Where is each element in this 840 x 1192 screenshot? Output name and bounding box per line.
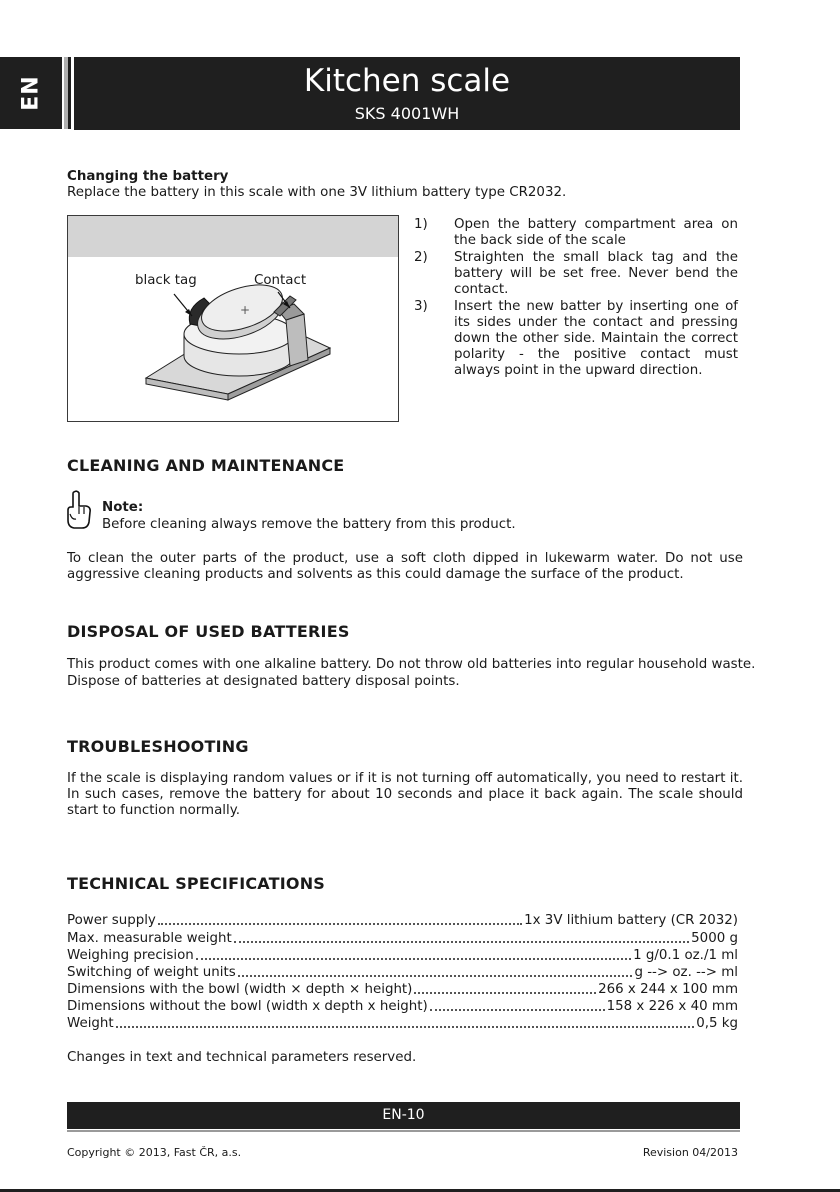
step-number: 3) — [414, 299, 428, 314]
figure-label-contact: Contact — [254, 273, 307, 288]
step-text: Open the battery compartment area on the back side of the scale — [454, 217, 738, 248]
spec-row — [67, 998, 738, 1015]
dot-leader — [196, 947, 631, 960]
disposal-heading: DISPOSAL OF USED BATTERIES — [67, 622, 350, 641]
spec-value: g --> oz. --> ml — [634, 965, 738, 980]
battery-heading: Changing the battery — [67, 169, 229, 184]
spec-row — [67, 1015, 738, 1032]
disposal-line-2: Dispose of batteries at designated battery disposal points. — [67, 674, 460, 689]
spec-row — [67, 964, 738, 981]
language-code: EN — [18, 75, 44, 111]
dot-leader — [238, 964, 633, 977]
pointing-hand-icon — [64, 490, 94, 530]
troubleshooting-heading: TROUBLESHOOTING — [67, 737, 249, 756]
spec-value: 1x 3V lithium battery (CR 2032) — [524, 913, 738, 928]
spec-value: 0,5 kg — [696, 1016, 738, 1031]
figure-label-black-tag: black tag — [135, 273, 197, 288]
spec-row — [67, 981, 738, 998]
step-text: Insert the new batter by inserting one of its sides under the contact and pressing down the other side. Maintain the correct polarity - the positive contact must always point in the upward direction. — [454, 299, 738, 378]
spec-value: 266 x 244 x 100 mm — [598, 982, 738, 997]
spec-label: Dimensions without the bowl (width x depth x height) — [67, 999, 428, 1014]
dot-leader — [158, 912, 522, 925]
spec-label: Power supply — [67, 913, 156, 928]
dot-leader — [234, 930, 689, 943]
spec-label: Switching of weight units — [67, 965, 236, 980]
revision-text: Revision 04/2013 — [642, 1146, 738, 1159]
note-text: Before cleaning always remove the battery from this product. — [102, 517, 516, 532]
specs-note: Changes in text and technical parameters reserved. — [67, 1050, 417, 1065]
header-divider-dark — [68, 57, 71, 129]
spec-label: Dimensions with the bowl (width × depth × height) — [67, 982, 413, 997]
footer-rule — [67, 1130, 740, 1132]
spec-row — [67, 912, 738, 929]
spec-label: Max. measurable weight — [67, 931, 232, 946]
step-number: 1) — [414, 217, 428, 232]
spec-label: Weight — [67, 1016, 114, 1031]
dot-leader — [430, 998, 605, 1011]
spec-value: 1 g/0.1 oz./1 ml — [633, 948, 738, 963]
spec-value: 158 x 226 x 40 mm — [606, 999, 738, 1014]
page-title: Kitchen scale — [303, 63, 511, 99]
note-label: Note: — [102, 500, 144, 515]
battery-figure — [67, 215, 399, 422]
battery-illustration — [68, 216, 398, 421]
cleaning-heading: CLEANING AND MAINTENANCE — [67, 456, 345, 475]
dot-leader — [414, 981, 596, 994]
step-number: 2) — [414, 250, 428, 265]
cleaning-paragraph: To clean the outer parts of the product, use a soft cloth dipped in lukewarm water. Do not use aggressive cleaning products and solvents as this could damage the surface of the product. — [67, 551, 743, 582]
dot-leader — [116, 1015, 695, 1028]
title-bar — [74, 57, 740, 130]
troubleshooting-paragraph: If the scale is displaying random values or if it is not turning off automatically, you need to restart it. In such cases, remove the battery for about 10 seconds and place it back again. The scale should start to function normally. — [67, 771, 743, 818]
battery-intro: Replace the battery in this scale with one 3V lithium battery type CR2032. — [67, 185, 567, 200]
step-text: Straighten the small black tag and the battery will be set free. Never bend the contact. — [454, 250, 738, 297]
spec-row — [67, 930, 738, 947]
language-tab — [0, 57, 62, 129]
svg-text:+: + — [240, 303, 251, 317]
copyright-text: Copyright © 2013, Fast ČR, a.s. — [67, 1146, 242, 1159]
disposal-line-1: This product comes with one alkaline battery. Do not throw old batteries into regular household waste. — [67, 657, 756, 672]
spec-value: 5000 g — [691, 931, 738, 946]
model-number: SKS 4001WH — [354, 104, 460, 123]
page-number-bar — [67, 1102, 740, 1129]
specs-heading: TECHNICAL SPECIFICATIONS — [67, 874, 326, 893]
page-number: EN-10 — [382, 1107, 425, 1123]
spec-label: Weighing precision — [67, 948, 194, 963]
spec-row — [67, 947, 738, 964]
